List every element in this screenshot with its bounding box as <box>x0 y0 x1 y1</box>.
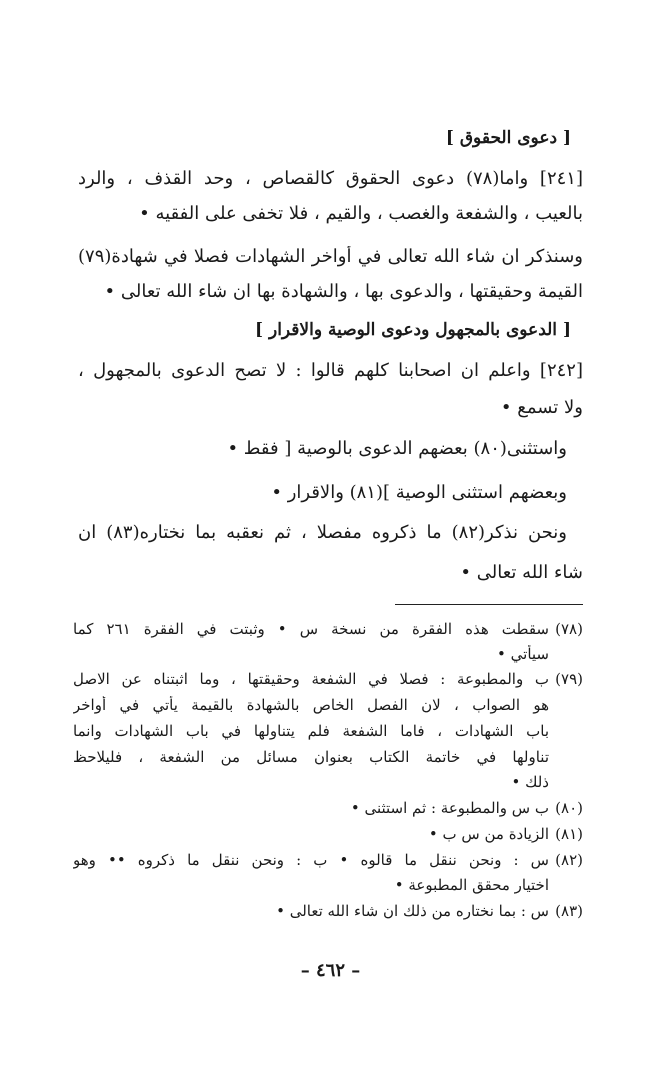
footnote-79-line-5: ذلك • <box>511 773 549 791</box>
paragraph-242-line-2: ولا تسمع • <box>500 397 583 418</box>
footnote-80 <box>73 799 583 817</box>
footnote-80-text: ب س والمطبوعة : ثم استثنى • <box>350 799 549 817</box>
footnote-82-number: (٨٢) <box>555 851 583 869</box>
paragraph-241-line-1: [٢٤١] واما(٧٨) دعوى الحقوق كالقصاص ، وحد القذف ، والرد <box>78 168 583 189</box>
paragraph-nahnu-line-1: ونحن نذكر(٨٢) ما ذكروه مفصلا ، ثم نعقبه بما نختاره(٨٣) ان <box>78 522 567 543</box>
footnote-separator <box>395 604 583 605</box>
footnote-82-line-2: اختيار محقق المطبوعة • <box>394 876 549 894</box>
footnote-79-line-1 <box>73 670 583 688</box>
footnote-79-line-3: باب الشهادات ، فاما الشفعة فلم يتناولها في باب الشهادات وانما <box>73 722 549 740</box>
footnote-83-text: س : بما نختاره من ذلك ان شاء الله تعالى • <box>276 902 549 920</box>
section-heading-claims-of-rights: [ دعوى الحقوق ] <box>445 128 571 148</box>
paragraph-baaduhum: وبعضهم استثنى الوصية ](٨١) والاقرار • <box>271 482 567 503</box>
footnote-78-number: (٧٨) <box>555 620 583 638</box>
footnote-80-number: (٨٠) <box>555 799 583 817</box>
paragraph-nahnu-line-2: شاء الله تعالى • <box>460 562 583 583</box>
paragraph-242-line-1: [٢٤٢] واعلم ان اصحابنا كلهم قالوا : لا تصح الدعوى بالمجهول ، <box>78 360 583 381</box>
paragraph-sanadhkur-line-2: القيمة وحقيقتها ، والدعوى بها ، والشهادة بها ان شاء الله تعالى • <box>104 281 583 302</box>
footnote-83-number: (٨٣) <box>555 902 583 920</box>
section-heading-unknown-claims: [ الدعوى بالمجهول ودعوى الوصية والاقرار ] <box>255 320 571 340</box>
page-number: – ٤٦٢ – <box>300 960 361 981</box>
paragraph-sanadhkur-line-1: وسنذكر ان شاء الله تعالى في أواخر الشهادات فصلا في شهادة(٧٩) <box>78 246 583 267</box>
footnote-83 <box>73 902 583 920</box>
paragraph-istathna: واستثنى(٨٠) بعضهم الدعوى بالوصية [ فقط • <box>227 438 567 459</box>
footnote-78-line-1 <box>73 620 583 638</box>
footnote-79-line-4: تناولها في خاتمة الكتاب بعنوان مسائل من الشفعة ، فليلاحظ <box>73 748 549 766</box>
footnote-82-line-1 <box>73 851 583 869</box>
footnote-79-number: (٧٩) <box>555 670 583 688</box>
footnote-81-text: الزيادة من س ب • <box>428 825 549 843</box>
footnote-81 <box>73 825 583 843</box>
footnote-79-text-1: ب والمطبوعة : فصلا في الشفعة وحقيقتها ، وما اثبتناه عن الاصل <box>73 670 549 688</box>
footnote-81-number: (٨١) <box>555 825 583 843</box>
footnote-79-line-2: هو الصواب ، لان الفصل الخاص بالشهادة بالقيمة يأتي في أواخر <box>73 696 549 714</box>
footnote-82-text-1: س : ونحن ننقل ما قالوه • ب : ونحن ننقل ما ذكروه •• وهو <box>73 851 549 869</box>
footnote-78-text-1: سقطت هذه الفقرة من نسخة س • وثبتت في الفقرة ٢٦١ كما <box>73 620 549 638</box>
footnote-78-line-2: سيأتي • <box>497 645 549 663</box>
paragraph-241-line-2: بالعيب ، والشفعة والغصب ، والقيم ، فلا تخفى على الفقيه • <box>139 203 583 224</box>
